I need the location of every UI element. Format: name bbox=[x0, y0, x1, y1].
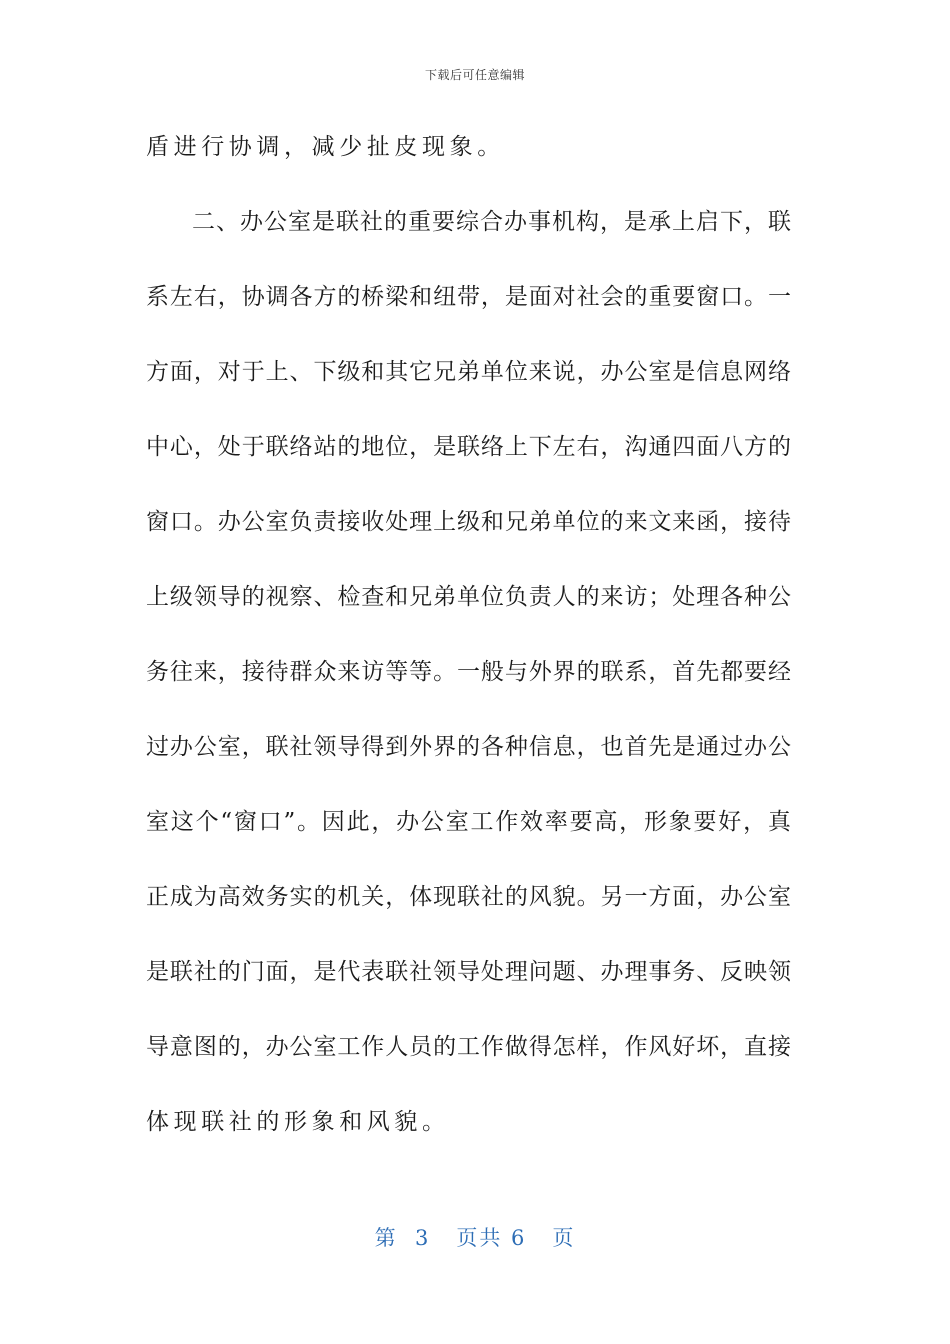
paragraph-line: 二 、 办 公 室 是 联 社 的 重 要 综 合 办 事 机 构 ， 是 承 上 启 下 ， 联 bbox=[192, 209, 791, 235]
paragraph-line: 盾进行协调，减少扯皮现象。 bbox=[146, 134, 505, 160]
paragraph-line: 体现联社的形象和风貌。 bbox=[146, 1109, 450, 1135]
paragraph-line: 过 办 公 室 ， 联 社 领 导 得 到 外 界 的 各 种 信 息 ， 也 首 先 是 通 过 办 公 bbox=[146, 734, 791, 760]
paragraph-line: 方 面 ， 对 于 上 、 下 级 和 其 它 兄 弟 单 位 来 说 ， 办 公 室 是 信 息 网 络 bbox=[146, 359, 791, 385]
paragraph-line: 上 级 领 导 的 视 察 、 检 查 和 兄 弟 单 位 负 责 人 的 来 访 ； 处 理 各 种 公 bbox=[146, 584, 791, 610]
paragraph-line: 中 心 ， 处 于 联 络 站 的 地 位 ， 是 联 络 上 下 左 右 ， 沟 通 四 面 八 方 的 bbox=[146, 434, 791, 460]
paragraph-line: 系 左 右 ， 协 调 各 方 的 桥 梁 和 纽 带 ， 是 面 对 社 会 的 重 要 窗 口 。 一 bbox=[146, 284, 791, 310]
paragraph-line: 务 往 来 ， 接 待 群 众 来 访 等 等 。 一 般 与 外 界 的 联 系 ， 首 先 都 要 经 bbox=[146, 659, 791, 685]
page-number-footer: 第 3 页共 6 页 bbox=[374, 1226, 576, 1250]
paragraph-line: 正 成 为 高 效 务 实 的 机 关 ， 体 现 联 社 的 风 貌 。 另 一 方 面 ， 办 公 室 bbox=[146, 884, 791, 910]
paragraph-line: 导 意 图 的 ， 办 公 室 工 作 人 员 的 工 作 做 得 怎 样 ， 作 风 好 坏 ， 直 接 bbox=[146, 1034, 791, 1060]
paragraph-line: 窗 口 。 办 公 室 负 责 接 收 处 理 上 级 和 兄 弟 单 位 的 来 文 来 函 ， 接 待 bbox=[146, 509, 791, 535]
document-body bbox=[146, 113, 791, 1163]
paragraph-line: 室 这 个 “ 窗 口 ” 。 因 此 ， 办 公 室 工 作 效 率 要 高 ， 形 象 要 好 ， 真 bbox=[146, 809, 791, 835]
header-note: 下载后可任意编辑 bbox=[424, 68, 525, 82]
paragraph-line: 是 联 社 的 门 面 ， 是 代 表 联 社 领 导 处 理 问 题 、 办 理 事 务 、 反 映 领 bbox=[146, 959, 791, 985]
